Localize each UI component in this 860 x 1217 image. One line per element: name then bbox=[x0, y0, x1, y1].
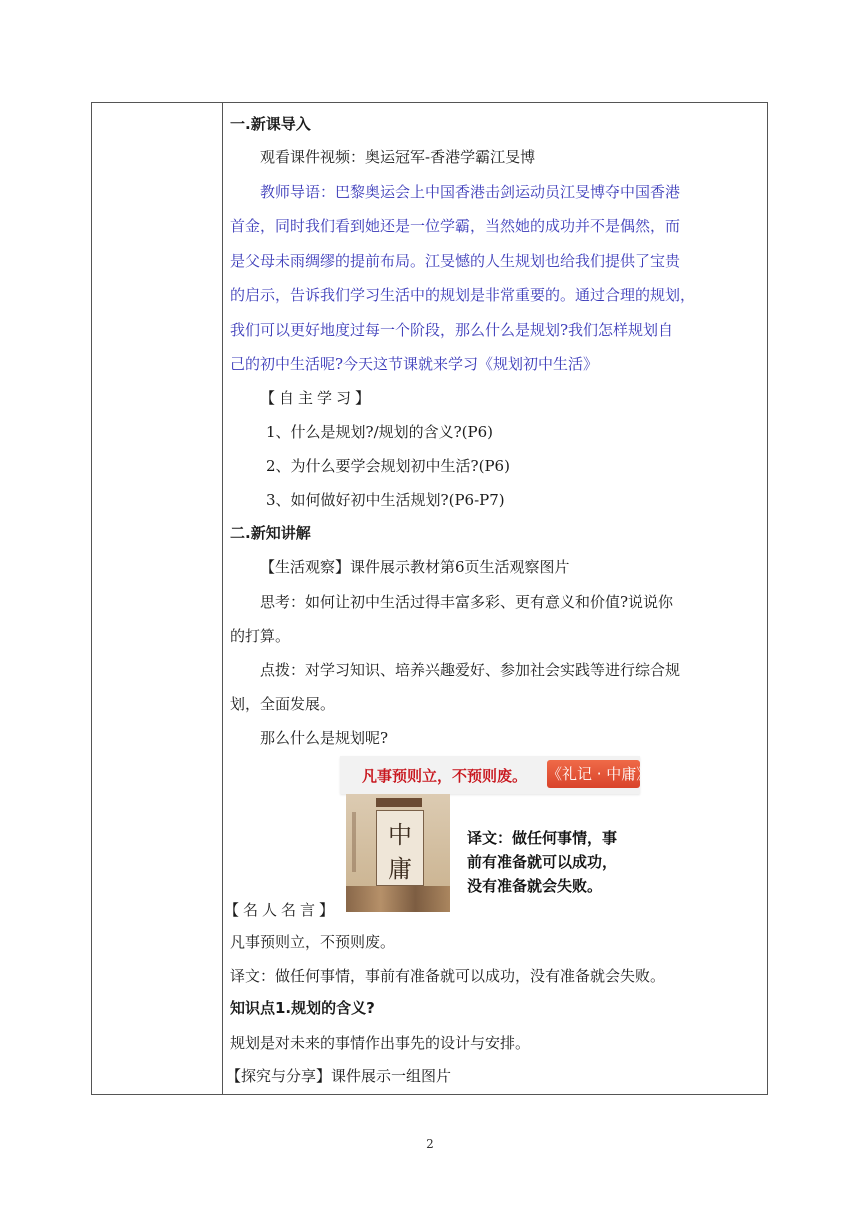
life-observation-line: 【生活观察】课件展示教材第6页生活观察图片 bbox=[260, 558, 570, 576]
quote-image bbox=[340, 756, 652, 912]
quote-banner-text: 凡事预则立，不预则废。 bbox=[362, 767, 528, 785]
book-title-panel bbox=[376, 810, 424, 886]
quote-source-tag: 《礼记 · 中庸》 bbox=[547, 760, 640, 788]
quote-banner bbox=[340, 756, 652, 794]
quote-translation-line-1: 译文：做任何事情，事 bbox=[467, 829, 618, 847]
quote-translation-line-3: 没有准备就会失败。 bbox=[467, 877, 603, 895]
teacher-intro-line-2: 首金，同时我们看到她还是一位学霸，当然她的成功并不是偶然，而 bbox=[230, 217, 681, 235]
guide-line-1: 点拨：对学习知识、培养兴趣爱好、参加社会实践等进行综合规 bbox=[260, 661, 681, 679]
book-title-char-2: 庸 bbox=[388, 855, 412, 883]
book-cover-image bbox=[346, 794, 450, 912]
teacher-intro-line-3: 是父母未雨绸缪的提前布局。江旻憾的人生规划也给我们提供了宝贵 bbox=[230, 252, 681, 270]
what-is-planning-line: 那么什么是规划呢? bbox=[260, 729, 389, 747]
section2-title: 二.新知讲解 bbox=[230, 524, 311, 542]
table-column-divider bbox=[222, 102, 223, 1095]
book-header-band bbox=[376, 798, 422, 807]
explore-share-line: 【探究与分享】课件展示一组图片 bbox=[226, 1067, 452, 1085]
teacher-intro-line-4: 的启示，告诉我们学习生活中的规划是非常重要的。通过合理的规划， bbox=[230, 286, 696, 304]
video-line: 观看课件视频：奥运冠军-香港学霸江旻博 bbox=[260, 148, 536, 166]
teacher-intro-line-1: 教师导语：巴黎奥运会上中国香港击剑运动员江旻博夺中国香港 bbox=[260, 183, 681, 201]
translation-line: 译文：做任何事情，事前有准备就可以成功，没有准备就会失败。 bbox=[230, 967, 666, 985]
quote-translation bbox=[467, 826, 645, 898]
definition-line: 规划是对未来的事情作出事先的设计与安排。 bbox=[230, 1034, 531, 1052]
book-decoration bbox=[352, 812, 356, 872]
think-line-1: 思考：如何让初中生活过得丰富多彩、更有意义和价值?说说你 bbox=[260, 593, 674, 611]
self-study-question-3: 3、如何做好初中生活规划?(P6-P7) bbox=[266, 491, 505, 509]
famous-quote-heading: 【名人名言】 bbox=[224, 901, 339, 919]
guide-line-2: 划，全面发展。 bbox=[230, 695, 336, 713]
think-line-2: 的打算。 bbox=[230, 627, 291, 645]
teacher-intro-line-5: 我们可以更好地度过每一个阶段，那么什么是规划?我们怎样规划自 bbox=[230, 321, 674, 339]
self-study-question-2: 2、为什么要学会规划初中生活?(P6) bbox=[266, 457, 510, 475]
quote-line: 凡事预则立，不预则废。 bbox=[230, 933, 396, 951]
self-study-heading: 【自主学习】 bbox=[260, 389, 375, 407]
book-illustration bbox=[346, 886, 450, 912]
book-title-char-1: 中 bbox=[388, 821, 412, 849]
section1-title: 一.新课导入 bbox=[230, 115, 311, 133]
quote-translation-line-2: 前有准备就可以成功， bbox=[467, 853, 618, 871]
self-study-question-1: 1、什么是规划?/规划的含义?(P6) bbox=[266, 423, 494, 441]
teacher-intro-line-6: 己的初中生活呢?今天这节课就来学习《规划初中生活》 bbox=[230, 355, 599, 373]
page-number: 2 bbox=[426, 1137, 434, 1151]
knowledge-point-heading: 知识点1.规划的含义? bbox=[230, 999, 375, 1017]
